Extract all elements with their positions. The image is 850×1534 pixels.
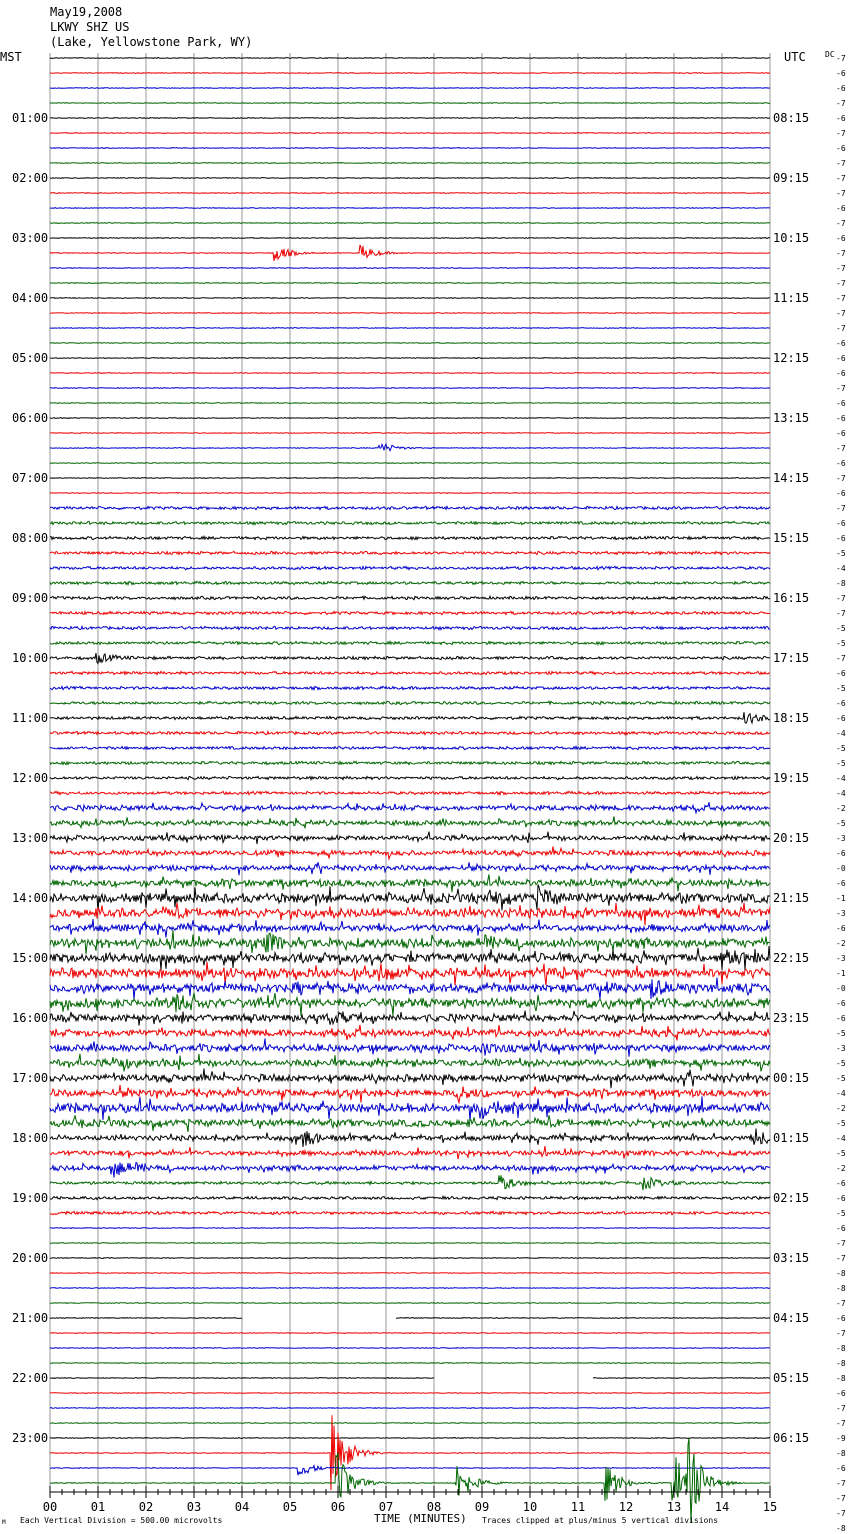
dc-offset-label: -7 (836, 384, 846, 393)
dc-offset-label: -4 (836, 789, 846, 798)
dc-offset-label: -2 (836, 939, 846, 948)
left-hour-label: 17:00 (12, 1071, 49, 1085)
left-hour-label: 04:00 (12, 291, 49, 305)
dc-offset-label: -8 (836, 1449, 846, 1458)
right-hour-label: 12:15 (773, 351, 810, 365)
x-tick-label: 11 (570, 1500, 586, 1514)
x-tick-label: 14 (714, 1500, 730, 1514)
right-timezone-label: UTC (784, 50, 806, 64)
dc-offset-label: -6 (836, 1314, 846, 1323)
trace-line (50, 478, 770, 479)
dc-offset-label: -6 (836, 924, 846, 933)
dc-offset-label: -2 (836, 1104, 846, 1113)
x-axis-title: TIME (MINUTES) (374, 1512, 467, 1525)
dc-offset-label: -0 (836, 984, 846, 993)
dc-offset-label: -7 (836, 1419, 846, 1428)
right-hour-label: 10:15 (773, 231, 810, 245)
left-hour-label: 07:00 (12, 471, 49, 485)
dc-offset-label: -6 (836, 204, 846, 213)
right-hour-label: 19:15 (773, 771, 810, 785)
left-hour-label: 02:00 (12, 171, 49, 185)
trace-line (50, 1438, 770, 1439)
x-tick-label: 04 (234, 1500, 250, 1514)
header-date: May19,2008 (50, 5, 123, 19)
dc-offset-label: -7 (836, 609, 846, 618)
dc-offset-label: -6 (836, 369, 846, 378)
right-hour-label: 02:15 (773, 1191, 810, 1205)
x-tick-label: 00 (42, 1500, 58, 1514)
trace-line (50, 1378, 770, 1379)
dc-offset-label: -6 (836, 459, 846, 468)
left-hour-label: 14:00 (12, 891, 49, 905)
right-hour-label: 15:15 (773, 531, 810, 545)
dc-offset-label: -6 (836, 699, 846, 708)
left-hour-label: 10:00 (12, 651, 49, 665)
x-tick-label: 12 (618, 1500, 634, 1514)
right-hour-label: 20:15 (773, 831, 810, 845)
dc-offset-label: -5 (836, 759, 846, 768)
dc-offset-label: -7 (836, 1509, 846, 1518)
dc-offset-label: -5 (836, 819, 846, 828)
dc-offset-label: -8 (836, 1359, 846, 1368)
dc-offset-label: -7 (836, 219, 846, 228)
dc-offset-label: -6 (836, 714, 846, 723)
dc-offset-label: -5 (836, 684, 846, 693)
left-hour-label: 09:00 (12, 591, 49, 605)
left-hour-label: 22:00 (12, 1371, 49, 1385)
dc-offset-label: -7 (836, 54, 846, 63)
dc-offset-label: -4 (836, 1134, 846, 1143)
left-hour-label: 06:00 (12, 411, 49, 425)
dc-offset-label: -8 (836, 1284, 846, 1293)
dc-offset-label: -7 (836, 1254, 846, 1263)
x-tick-label: 10 (522, 1500, 538, 1514)
dc-offset-label: -2 (836, 1164, 846, 1173)
dc-offset-label: -5 (836, 1029, 846, 1038)
scale-note: Each Vertical Division = 500.00 microvolts (20, 1516, 223, 1525)
x-tick-label: 03 (186, 1500, 202, 1514)
left-timezone-label: MST (0, 50, 22, 64)
dc-offset-label: -5 (836, 549, 846, 558)
left-hour-label: 13:00 (12, 831, 49, 845)
dc-offset-label: -4 (836, 1089, 846, 1098)
right-hour-label: 13:15 (773, 411, 810, 425)
dc-offset-label: -6 (836, 1179, 846, 1188)
right-hour-label: 03:15 (773, 1251, 810, 1265)
left-hour-label: 23:00 (12, 1431, 49, 1445)
dc-offset-label: -5 (836, 1074, 846, 1083)
left-hour-label: 08:00 (12, 531, 49, 545)
header-station: LKWY SHZ US (50, 20, 130, 34)
dc-offset-label: -7 (836, 159, 846, 168)
right-hour-label: 04:15 (773, 1311, 810, 1325)
dc-offset-label: -5 (836, 1209, 846, 1218)
clip-note: Traces clipped at plus/minus 5 vertical divisions (482, 1516, 719, 1525)
dc-offset-label: -6 (836, 669, 846, 678)
dc-offset-label: -8 (836, 1374, 846, 1383)
left-hour-label: 12:00 (12, 771, 49, 785)
dc-offset-label: -5 (836, 744, 846, 753)
dc-offset-label: -7 (836, 294, 846, 303)
dc-offset-label: -7 (836, 1299, 846, 1308)
dc-offset-label: -5 (836, 639, 846, 648)
dc-offset-label: -3 (836, 834, 846, 843)
x-tick-label: 05 (282, 1500, 298, 1514)
dc-offset-label: -7 (836, 654, 846, 663)
dc-offset-label: -5 (836, 1119, 846, 1128)
dc-offset-label: -7 (836, 174, 846, 183)
x-tick-label: 02 (138, 1500, 154, 1514)
dc-offset-label: -7 (836, 249, 846, 258)
x-tick-label: 07 (378, 1500, 394, 1514)
dc-offset-label: -5 (836, 624, 846, 633)
dc-offset-label: -7 (836, 1494, 846, 1503)
right-hour-label: 23:15 (773, 1011, 810, 1025)
dc-offset-label: -7 (836, 1404, 846, 1413)
corner-mark: M (2, 1519, 6, 1526)
dc-offset-label: -3 (836, 954, 846, 963)
x-tick-label: 08 (426, 1500, 442, 1514)
right-hour-label: 00:15 (773, 1071, 810, 1085)
x-tick-label: 13 (666, 1500, 682, 1514)
dc-offset-label: -7 (836, 324, 846, 333)
dc-offset-label: -2 (836, 804, 846, 813)
dc-offset-label: -6 (836, 84, 846, 93)
dc-offset-label: -7 (836, 504, 846, 513)
dc-offset-label: -7 (836, 279, 846, 288)
dc-offset-label: -6 (836, 1194, 846, 1203)
left-hour-label: 01:00 (12, 111, 49, 125)
dc-offset-label: -8 (836, 579, 846, 588)
dc-offset-label: -6 (836, 534, 846, 543)
dc-offset-label: -7 (836, 1479, 846, 1488)
dc-offset-label: -5 (836, 1149, 846, 1158)
dc-offset-label: -6 (836, 1464, 846, 1473)
dc-offset-label: -7 (836, 264, 846, 273)
dc-offset-label: -8 (836, 1524, 846, 1533)
x-tick-label: 01 (90, 1500, 106, 1514)
dc-offset-label: -6 (836, 849, 846, 858)
dc-offset-label: -6 (836, 429, 846, 438)
dc-offset-label: -6 (836, 69, 846, 78)
dc-offset-label: -6 (836, 1224, 846, 1233)
dc-offset-label: -4 (836, 729, 846, 738)
header-location: (Lake, Yellowstone Park, WY) (50, 35, 253, 49)
dc-offset-label: -7 (836, 1329, 846, 1338)
dc-offset-label: -6 (836, 114, 846, 123)
right-hour-label: 05:15 (773, 1371, 810, 1385)
left-hour-label: 11:00 (12, 711, 49, 725)
dc-offset-label: -1 (836, 969, 846, 978)
right-hour-label: 11:15 (773, 291, 810, 305)
left-hour-label: 20:00 (12, 1251, 49, 1265)
dc-offset-label: -6 (836, 339, 846, 348)
dc-offset-label: -6 (836, 1014, 846, 1023)
dc-offset-label: -6 (836, 354, 846, 363)
right-hour-label: 18:15 (773, 711, 810, 725)
right-hour-label: 09:15 (773, 171, 810, 185)
dc-offset-label: -7 (836, 1239, 846, 1248)
dc-offset-label: -8 (836, 1269, 846, 1278)
dc-offset-label: -7 (836, 99, 846, 108)
right-hour-label: 01:15 (773, 1131, 810, 1145)
right-hour-label: 08:15 (773, 111, 810, 125)
left-hour-label: 15:00 (12, 951, 49, 965)
dc-offset-label: -3 (836, 909, 846, 918)
left-hour-label: 21:00 (12, 1311, 49, 1325)
dc-offset-label: -6 (836, 234, 846, 243)
left-hour-label: 03:00 (12, 231, 49, 245)
left-hour-label: 16:00 (12, 1011, 49, 1025)
dc-offset-label: -7 (836, 474, 846, 483)
dc-offset-label: -7 (836, 309, 846, 318)
dc-offset-label: -7 (836, 129, 846, 138)
dc-offset-label: -5 (836, 1059, 846, 1068)
trace-line (50, 1363, 770, 1364)
dc-offset-label: -1 (836, 894, 846, 903)
dc-offset-label: -0 (836, 864, 846, 873)
right-hour-label: 16:15 (773, 591, 810, 605)
dc-offset-label: -7 (836, 594, 846, 603)
right-hour-label: 06:15 (773, 1431, 810, 1445)
dc-offset-label: -6 (836, 399, 846, 408)
dc-offset-label: -3 (836, 1044, 846, 1053)
dc-offset-label: -6 (836, 519, 846, 528)
left-hour-label: 05:00 (12, 351, 49, 365)
dc-offset-label: -6 (836, 489, 846, 498)
dc-offset-label: -6 (836, 414, 846, 423)
dc-offset-label: -6 (836, 999, 846, 1008)
right-hour-label: 22:15 (773, 951, 810, 965)
x-tick-label: 09 (474, 1500, 490, 1514)
dc-offset-label: -7 (836, 444, 846, 453)
left-hour-label: 18:00 (12, 1131, 49, 1145)
dc-offset-label: -6 (836, 144, 846, 153)
x-tick-label: 06 (330, 1500, 346, 1514)
dc-offset-label: -6 (836, 1389, 846, 1398)
dc-offset-label: -8 (836, 1344, 846, 1353)
left-hour-label: 19:00 (12, 1191, 49, 1205)
dc-offset-label: -4 (836, 564, 846, 573)
right-hour-label: 14:15 (773, 471, 810, 485)
dc-offset-label: -7 (836, 189, 846, 198)
dc-offset-label: -6 (836, 879, 846, 888)
dc-offset-label: -9 (836, 1434, 846, 1443)
dc-label: DC (825, 50, 835, 59)
dc-offset-label: -4 (836, 774, 846, 783)
x-tick-label: 15 (762, 1500, 778, 1514)
right-hour-label: 21:15 (773, 891, 810, 905)
right-hour-label: 17:15 (773, 651, 810, 665)
